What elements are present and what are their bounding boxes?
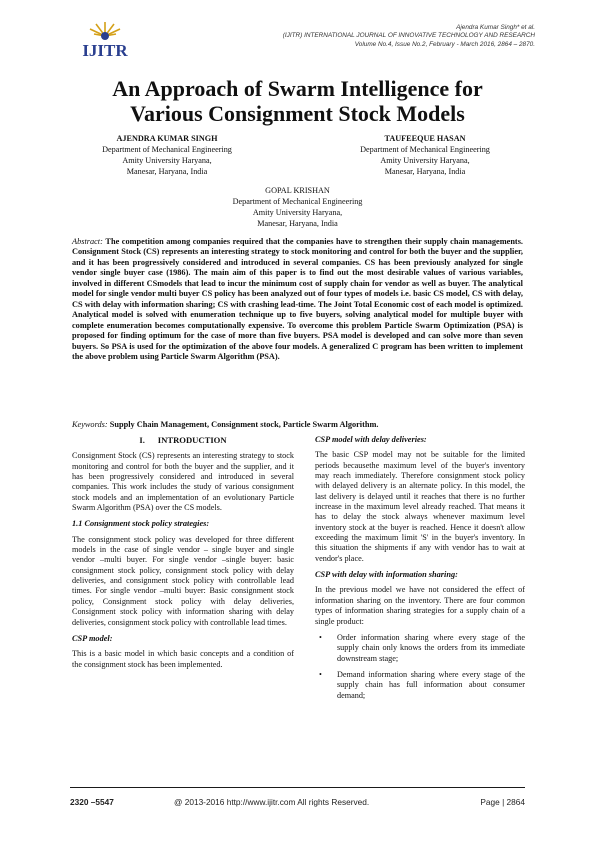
author-dept: Department of Mechanical Engineering: [102, 145, 232, 154]
author-block-1: [82, 133, 252, 177]
bullet-list: [315, 633, 525, 701]
bullet-icon: •: [319, 669, 322, 679]
abstract-label: Abstract:: [72, 237, 103, 246]
title-line-2: Various Consignment Stock Models: [130, 101, 465, 126]
bullet-icon: •: [319, 632, 322, 642]
author-name: AJENDRA KUMAR SINGH: [116, 134, 218, 143]
paper-title: [60, 76, 535, 126]
author-name: GOPAL KRISHAN: [265, 186, 330, 195]
footer-page-number: Page | 2864: [480, 797, 525, 807]
abstract: [72, 237, 523, 362]
author-univ: Amity University Haryana,: [252, 208, 343, 217]
list-item-text: Order information sharing where every stage of the supply chain only knows the orders from its immediate downstream stage;: [337, 632, 525, 663]
author-place: Manesar, Haryana, India: [257, 219, 338, 228]
author-dept: Department of Mechanical Engineering: [232, 197, 363, 206]
running-header: [283, 24, 535, 49]
header-author: Ajendra Kumar Singh* et al.: [456, 24, 535, 31]
csp-model-paragraph: This is a basic model in which basic concepts and a condition of the consignment stock has been implemented.: [72, 649, 294, 669]
author-name: TAUFEEQUE HASAN: [384, 134, 466, 143]
header-issue: Volume No.4, Issue No.2, February - March 2016, 2864 – 2870.: [354, 40, 535, 48]
title-line-1: An Approach of Swarm Intelligence for: [112, 76, 483, 101]
list-item: [315, 670, 525, 701]
author-block-2: [325, 133, 525, 177]
intro-paragraph: Consignment Stock (CS) represents an interesting strategy to stock monitoring and control for both the buyer and the supplier, and it has been progressively considered and introduced in several companies. This work includes the study of various consignment stock models and an implementation of an evolutionary Particle Swarm Algorithm (PSA) over the CS models.: [72, 451, 294, 513]
keywords-text: Supply Chain Management, Consignment stock, Particle Swarm Algorithm.: [109, 420, 379, 429]
author-univ: Amity University Haryana,: [122, 156, 212, 165]
keywords-label: Keywords:: [72, 420, 108, 429]
delay-deliveries-paragraph: The basic CSP model may not be suitable for the limited periods becausethe maximum level of the buyer's inventory may reach immediately. Therefore consignment stock policy with delayed delivery is an alternate policy. In this model, the last delivery is delayed until it reaches that there is no further increase in the maximum level already reached. That means it has to delay the stock always whenever maximum level inventory stock at the buyer is reached. Hence it doesn't allow exceeding the maximum limit 'S' in the buyer's inventory. In this situation the shipments if any with vendor has to wait at vendor's place.: [315, 450, 525, 563]
subsection-heading: 1.1 Consignment stock policy strategies:: [72, 519, 210, 529]
list-item: [315, 633, 525, 664]
logo-emblem: [70, 18, 140, 62]
author-dept: Department of Mechanical Engineering: [360, 145, 490, 154]
footer-rule: [70, 787, 525, 788]
left-column: [72, 435, 294, 676]
author-place: Manesar, Haryana, India: [126, 167, 208, 176]
header-journal: (IJITR) INTERNATIONAL JOURNAL OF INNOVATIVE TECHNOLOGY AND RESEARCH: [282, 32, 535, 40]
section-heading-introduction: I. INTRODUCTION: [139, 435, 227, 445]
abstract-text: The competition among companies required that the companies have to strengthen their supply chain managements. Consignment Stock (CS) represents an interesting strategy to stock monitoring and control for both the buyer and the supplier, and it has been progressively considered and introduced in several companies. CS has been previously analyzed for single vendor single buyer case (1986). The main aim of this paper is to find out the most desirable values of various variables, involved in different CSmodels that lead to incur the minimum cost of supply chain for vendor as well as buyer. The analytical model for single vendor multi buyer CS policy has been analyzed out of four types of models i.e. basic CS model, CS with delay, CS with delay with information sharing; CS with crashing lead-time. The Joint Total Economic cost of each model is optimized. Analytical model is solved with enumeration technique up to five buyers, solving analytical model for multiple buyer with complete enumeration becomes computationally expensive. To overcome this problem Particle Swarm Optimization (PSA) is proposed for finding optimum for the case of more than five buyers. PSA model is developed and can solve more than seven buyers. So PSA is used for the optimization of the above four models. A generalized C program has been written to implement the above problem using Particle Swarm Algorithm (PSA).: [72, 237, 523, 361]
footer-copyright: @ 2013-2016 http://www.ijitr.com All rights Reserved.: [174, 797, 370, 807]
footer-issn: 2320 –5547: [70, 797, 114, 807]
subsection-heading: CSP model:: [72, 633, 113, 643]
list-item-text: Demand information sharing where every stage of the supply chain has full information about consumer demand;: [337, 669, 525, 700]
author-block-3: [205, 185, 390, 229]
author-univ: Amity University Haryana,: [380, 156, 470, 165]
keywords: [72, 420, 523, 431]
right-column: [315, 435, 525, 707]
journal-logo: [70, 18, 140, 62]
information-sharing-paragraph: In the previous model we have not considered the effect of information sharing on the inventory. There are four common types of information sharing strategies for a supply chain of a single product:: [315, 585, 525, 626]
logo-text: IJITR: [82, 41, 128, 60]
author-place: Manesar, Haryana, India: [384, 167, 466, 176]
subsection-heading: CSP with delay with information sharing:: [315, 570, 458, 580]
strategies-paragraph: The consignment stock policy was developed for three different models in the case of single vendor – single buyer and single vendor –multi buyer. For single vendor –single buyer: basic consignment stock policy, consignment stock policy with delay deliveries, and consignment stock policy with controllable lead times. For single vendor –multi buyer: Basic consignment stock policy, Consignment stock policy with delay deliveries, Consignment stock policy with information sharing with delay deliveries, consignment stock policy with controllable lead times.: [72, 534, 294, 627]
subsection-heading: CSP model with delay deliveries:: [315, 435, 427, 444]
